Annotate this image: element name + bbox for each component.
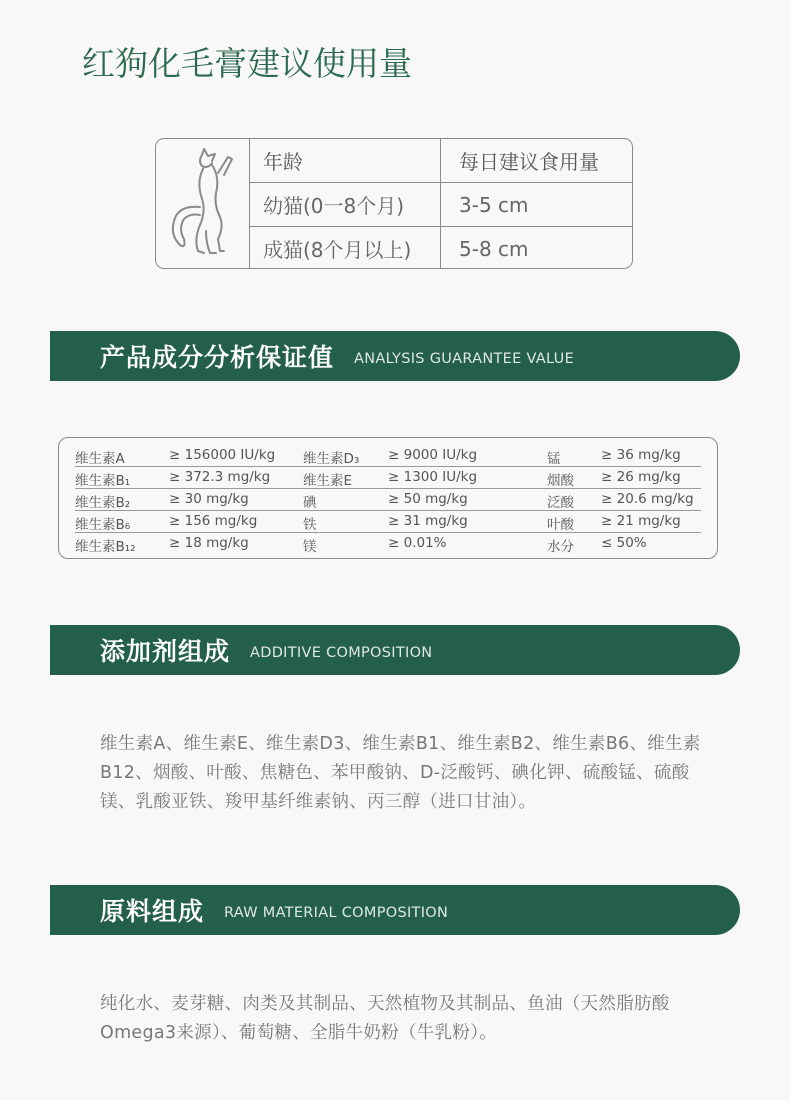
nutrient-name: 水分 — [547, 539, 574, 555]
nutrient-name: 泛酸 — [547, 495, 574, 511]
page-title: 红狗化毛膏建议使用量 — [82, 44, 412, 83]
raw-material-text: 纯化水、麦芽糖、肉类及其制品、天然植物及其制品、鱼油（天然脂肪酸Omega3来源）、葡萄糖、全脂牛奶粉（牛乳粉）。 — [100, 994, 670, 1043]
nutrient-value: ≥ 20.6 mg/kg — [601, 491, 694, 507]
nutrient-row — [75, 444, 701, 467]
section-banner-raw — [50, 885, 740, 935]
section-title-zh: 原料组成 — [100, 897, 205, 926]
amount-cell: 5-8 cm — [459, 236, 529, 261]
nutrient-name: 维生素B₁ — [75, 473, 131, 489]
age-header: 年龄 — [249, 139, 441, 182]
section-title-en: RAW MATERIAL COMPOSITION — [224, 905, 449, 921]
nutrient-row — [75, 488, 701, 511]
nutrient-name: 烟酸 — [547, 473, 574, 489]
cat-icon-cell — [156, 139, 250, 268]
section-title-en: ADDITIVE COMPOSITION — [250, 645, 433, 661]
nutrient-name: 维生素B₁₂ — [75, 539, 136, 555]
nutrient-value: ≥ 36 mg/kg — [601, 447, 681, 463]
dosage-row-adult — [249, 227, 632, 269]
nutrient-name: 镁 — [303, 539, 317, 555]
age-cell: 幼猫(0一8个月) — [249, 183, 441, 226]
nutrient-value: ≥ 0.01% — [388, 535, 447, 551]
nutrient-name: 维生素D₃ — [303, 451, 360, 467]
nutrient-value: ≤ 50% — [601, 535, 647, 551]
nutrient-name: 维生素E — [303, 473, 353, 489]
section-banner-analysis — [50, 331, 740, 381]
nutrient-row — [75, 510, 701, 533]
nutrient-name: 维生素B₆ — [75, 517, 131, 533]
nutrient-name: 碘 — [303, 495, 317, 511]
cat-icon — [166, 147, 238, 262]
nutrient-value: ≥ 50 mg/kg — [388, 491, 468, 507]
nutrient-value: ≥ 26 mg/kg — [601, 469, 681, 485]
nutrient-name: 维生素B₂ — [75, 495, 131, 511]
section-title-en: ANALYSIS GUARANTEE VALUE — [354, 351, 575, 367]
nutrient-name: 锰 — [547, 451, 561, 467]
nutrient-row — [75, 532, 701, 554]
age-cell: 成猫(8个月以上) — [249, 227, 441, 269]
nutrient-value: ≥ 156000 IU/kg — [169, 447, 276, 463]
nutrient-value: ≥ 18 mg/kg — [169, 535, 249, 551]
nutrient-name: 维生素A — [75, 451, 125, 467]
dosage-row-kitten — [249, 183, 632, 227]
nutrient-name: 叶酸 — [547, 517, 574, 533]
amount-cell: 3-5 cm — [459, 192, 529, 217]
nutrient-name: 铁 — [303, 517, 317, 533]
nutrient-value: ≥ 9000 IU/kg — [388, 447, 478, 463]
nutrient-value: ≥ 21 mg/kg — [601, 513, 681, 529]
dosage-header-row — [249, 139, 632, 183]
section-title-zh: 添加剂组成 — [100, 637, 231, 666]
nutrient-value: ≥ 1300 IU/kg — [388, 469, 478, 485]
additive-text: 维生素A、维生素E、维生素D3、维生素B1、维生素B2、维生素B6、维生素B12、烟酸、叶酸、焦糖色、苯甲酸钠、D-泛酸钙、碘化钾、硫酸锰、硫酸镁、乳酸亚铁、羧甲基纤维素钠、丙三醇（进口甘油）。 — [100, 734, 701, 812]
nutrient-value: ≥ 31 mg/kg — [388, 513, 468, 529]
dosage-table — [155, 138, 633, 269]
nutrient-value: ≥ 372.3 mg/kg — [169, 469, 271, 485]
nutrient-row — [75, 466, 701, 489]
nutrient-value: ≥ 30 mg/kg — [169, 491, 249, 507]
section-title-zh: 产品成分分析保证值 — [100, 343, 335, 372]
nutrient-value: ≥ 156 mg/kg — [169, 513, 258, 529]
amount-header: 每日建议食用量 — [459, 150, 599, 174]
section-banner-additive — [50, 625, 740, 675]
nutrient-table — [58, 437, 718, 559]
